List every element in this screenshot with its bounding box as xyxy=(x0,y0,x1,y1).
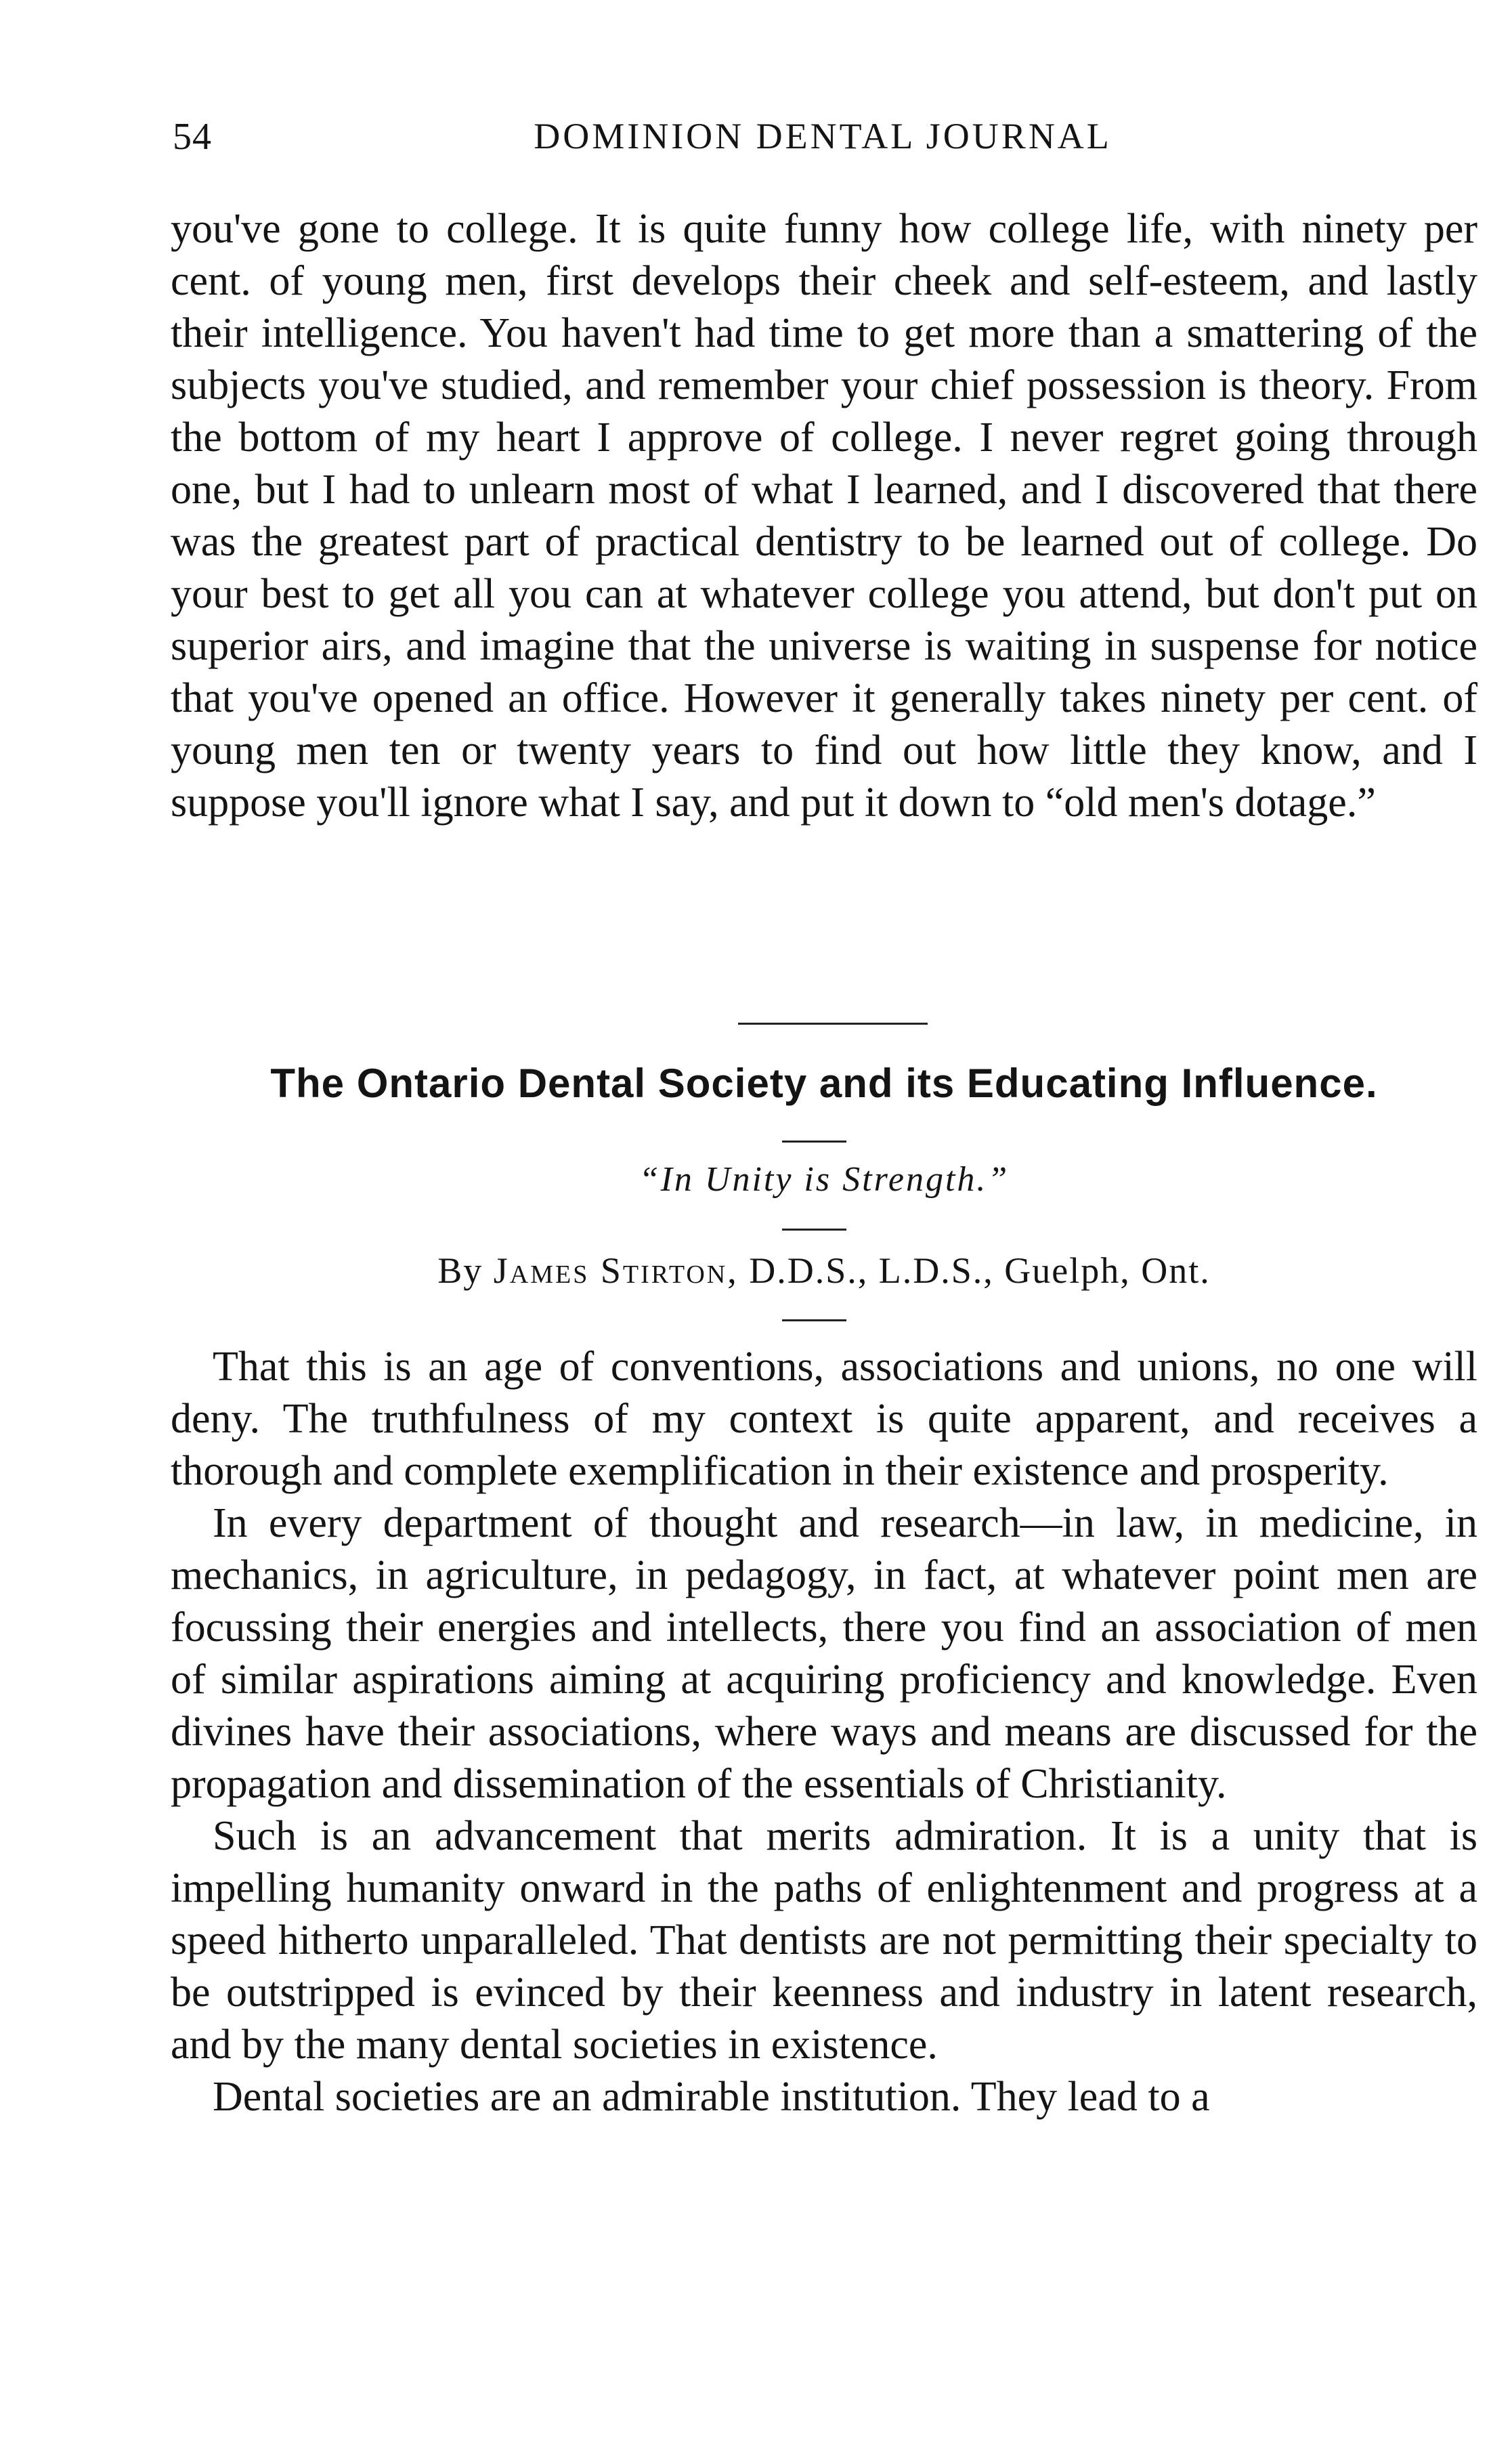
byline-prefix: By xyxy=(437,1250,483,1291)
article-paragraph-2: In every department of thought and research—in law, in medicine, in mechanics, in agriculture, in pedagogy, in fact, at whatever point men are focussing their energies and intellects, there you find an association of men of similar aspirations aiming at acquiring proficiency and knowledge. Even divines have their associations, where ways and means are discussed for the propagation and dissemination of the essentials of Christianity. xyxy=(171,1500,1477,1807)
article-paragraph-3: Such is an advancement that merits admiration. It is a unity that is impelling humanity onward in the paths of enlightenment and progress at a speed hitherto unparalleled. That dentists are not permitting their specialty to be outstripped is evinced by their keenness and industry in latent research, and by the many dental societies in existence. xyxy=(171,1813,1477,2068)
byline-author: James Stirton, xyxy=(493,1250,739,1291)
continued-text xyxy=(171,203,1477,829)
section-divider xyxy=(738,1023,928,1025)
title-rule xyxy=(782,1141,846,1143)
byline-rule xyxy=(782,1319,846,1321)
continued-paragraph: you've gone to college. It is quite funny how college life, with ninety per cent. of young men, first develops their cheek and self-esteem, and lastly their intelligence. You haven't had time to get more than a smattering of the subjects you've studied, and remember your chief possession is theory. From the bottom of my heart I approve of college. I never regret going through one, but I had to unlearn most of what I learned, and I discovered that there was the greatest part of practical dentistry to be learned out of college. Do your best to get all you can at whatever college you attend, but don't put on superior airs, and imagine that the universe is waiting in suspense for notice that you've opened an office. However it generally takes ninety per cent. of young men ten or twenty years to find out how little they know, and I suppose you'll ignore what I say, and put it down to “old men's dotage.” xyxy=(171,206,1477,826)
article-paragraph-4: Dental societies are an admirable institution. They lead to a xyxy=(213,2074,1210,2120)
article-byline xyxy=(171,1250,1477,1292)
article-body xyxy=(171,1341,1477,2123)
article-motto: “In Unity is Strength.” xyxy=(639,1160,1010,1199)
article-title: The Ontario Dental Society and its Educating Influence. xyxy=(270,1061,1378,1106)
motto-rule xyxy=(782,1229,846,1231)
page-number: 54 xyxy=(173,116,212,158)
page-header xyxy=(173,115,1473,169)
byline-credentials: D.D.S., L.D.S., Guelph, Ont. xyxy=(749,1250,1211,1291)
running-head: DOMINION DENTAL JOURNAL xyxy=(534,116,1112,156)
article-paragraph-1: That this is an age of conventions, associations and unions, no one will deny. The truthfulness of my context is quite apparent, and receives a thorough and complete exemplification in their existence and prosperity. xyxy=(171,1344,1477,1494)
